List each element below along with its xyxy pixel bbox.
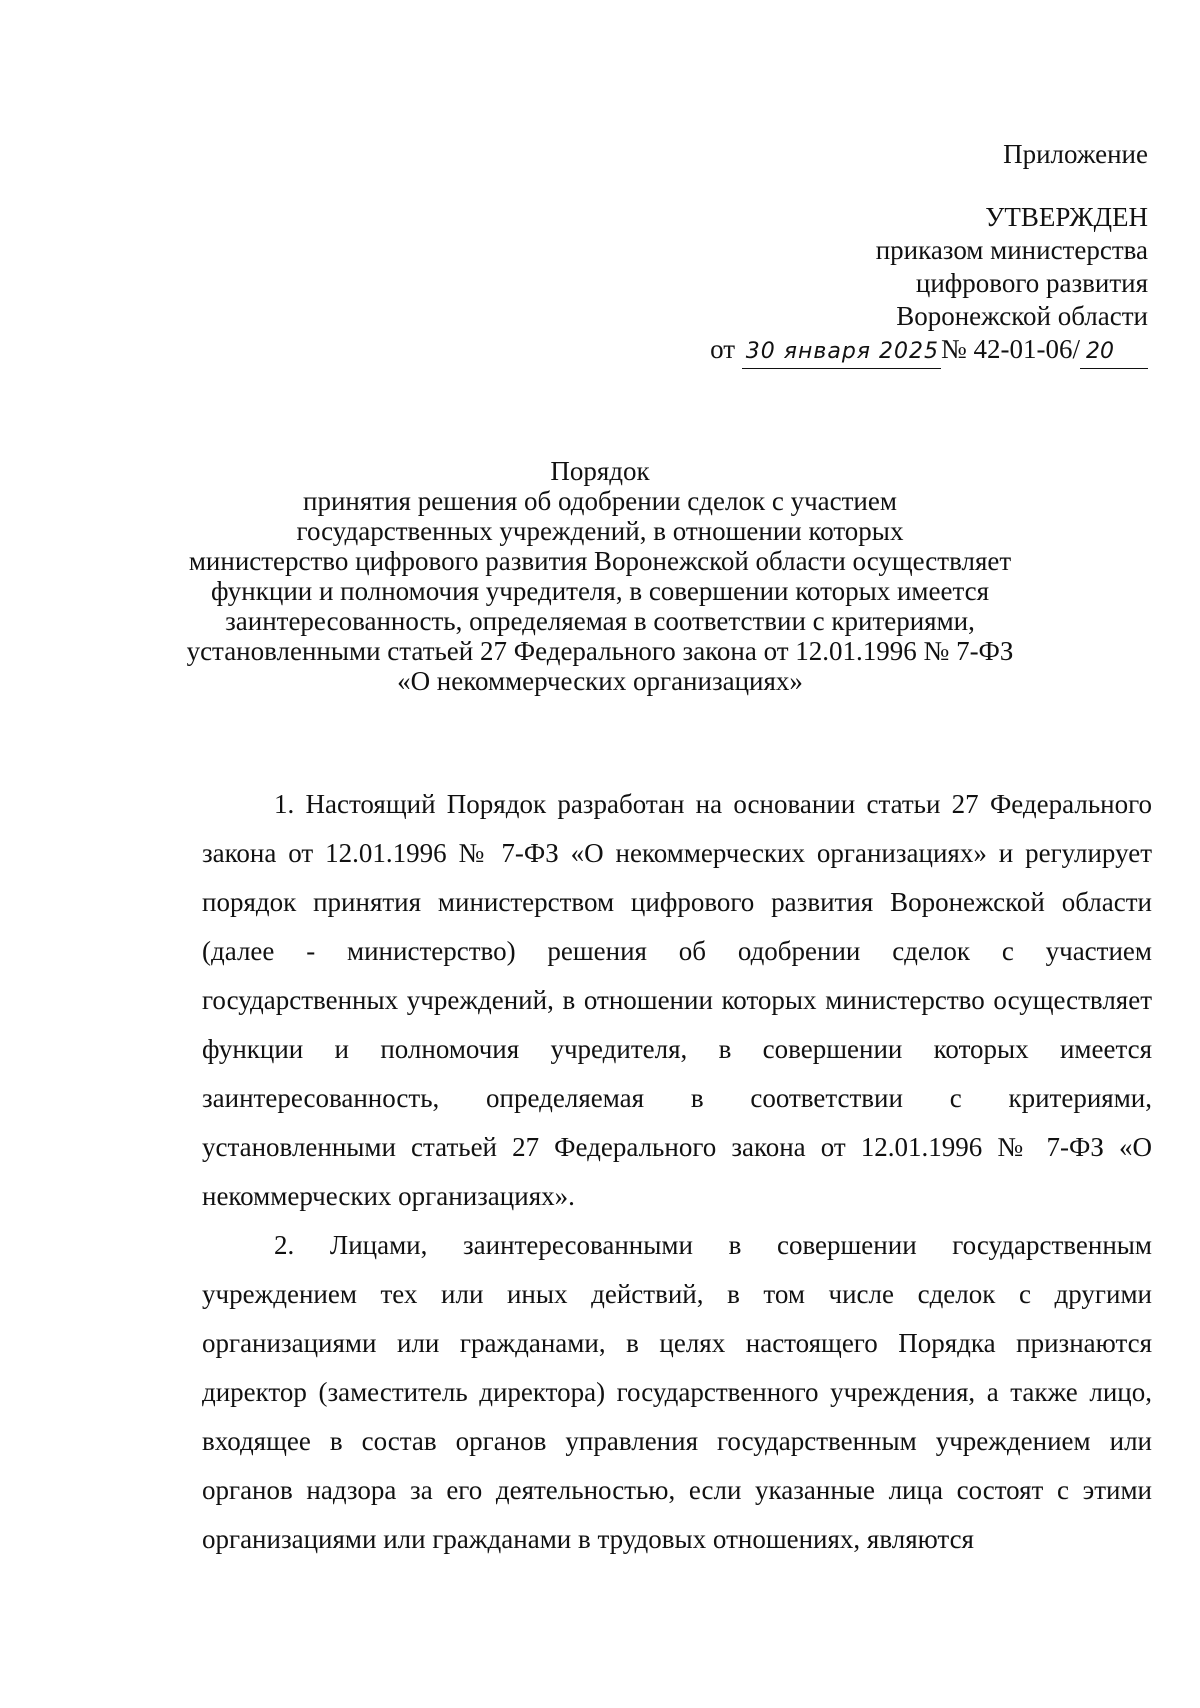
title-line: государственных учреждений, в отношении которых [296,516,904,546]
approval-line-1: приказом министерства [875,235,1148,265]
title-heading: Порядок [550,456,650,486]
document-body [202,780,1152,1564]
title-line: установленными статьей 27 Федерального закона от 12.01.1996 № 7-ФЗ [186,636,1014,666]
title-line: министерство цифрового развития Воронежской области осуществляет [188,546,1012,576]
paragraph-2: 2. Лицами, заинтересованными в совершении государственным учреждением тех или иных действий, в том числе сделок с другими организациями или гражданами, в целях настоящего Порядка признаются директор (заместитель директора) государственного учреждения, а также лицо, входящее в состав органов управления государственным учреждением или органов надзора за его деятельностью, если указанные лица состоят с этими организациями или гражданами в трудовых отношениях, являются [202,1230,1152,1554]
approval-line-3: Воронежской области [896,301,1148,331]
paragraph-1: 1. Настоящий Порядок разработан на основании статьи 27 Федерального закона от 12.01.1996 № 7-ФЗ «О некоммерческих организациях» и регулирует порядок принятия министерством цифрового развития Воронежской области (далее - министерство) решения об одобрении сделок с участием государственных учреждений, в отношении которых министерство осуществляет функции и полномочия учредителя, в совершении которых имеется заинтересованность, определяемая в соответствии с критериями, установленными статьей 27 Федерального закона от 12.01.1996 № 7-ФЗ «О некоммерческих организациях». [202,789,1152,1211]
title-line: «О некоммерческих организациях» [397,666,803,696]
title-line: заинтересованность, определяемая в соответствии с критериями, [225,606,975,636]
approved-label: УТВЕРЖДЕН [985,202,1148,232]
appendix-label: Приложение [1003,139,1148,169]
handwritten-order-number: 20 [1080,335,1148,369]
approval-line-2: цифрового развития [915,268,1148,298]
order-date-line [588,333,1148,369]
title-line: принятия решения об одобрении сделок с участием [303,486,897,516]
approval-stamp-block [588,138,1148,369]
document-title [0,456,1200,696]
order-number-label: № 42-01-06/ [941,334,1080,364]
title-line: функции и полномочия учредителя, в совершении которых имеется [210,576,990,606]
date-prefix: от [710,334,736,364]
handwritten-date: 30 января 2025 [742,335,941,369]
